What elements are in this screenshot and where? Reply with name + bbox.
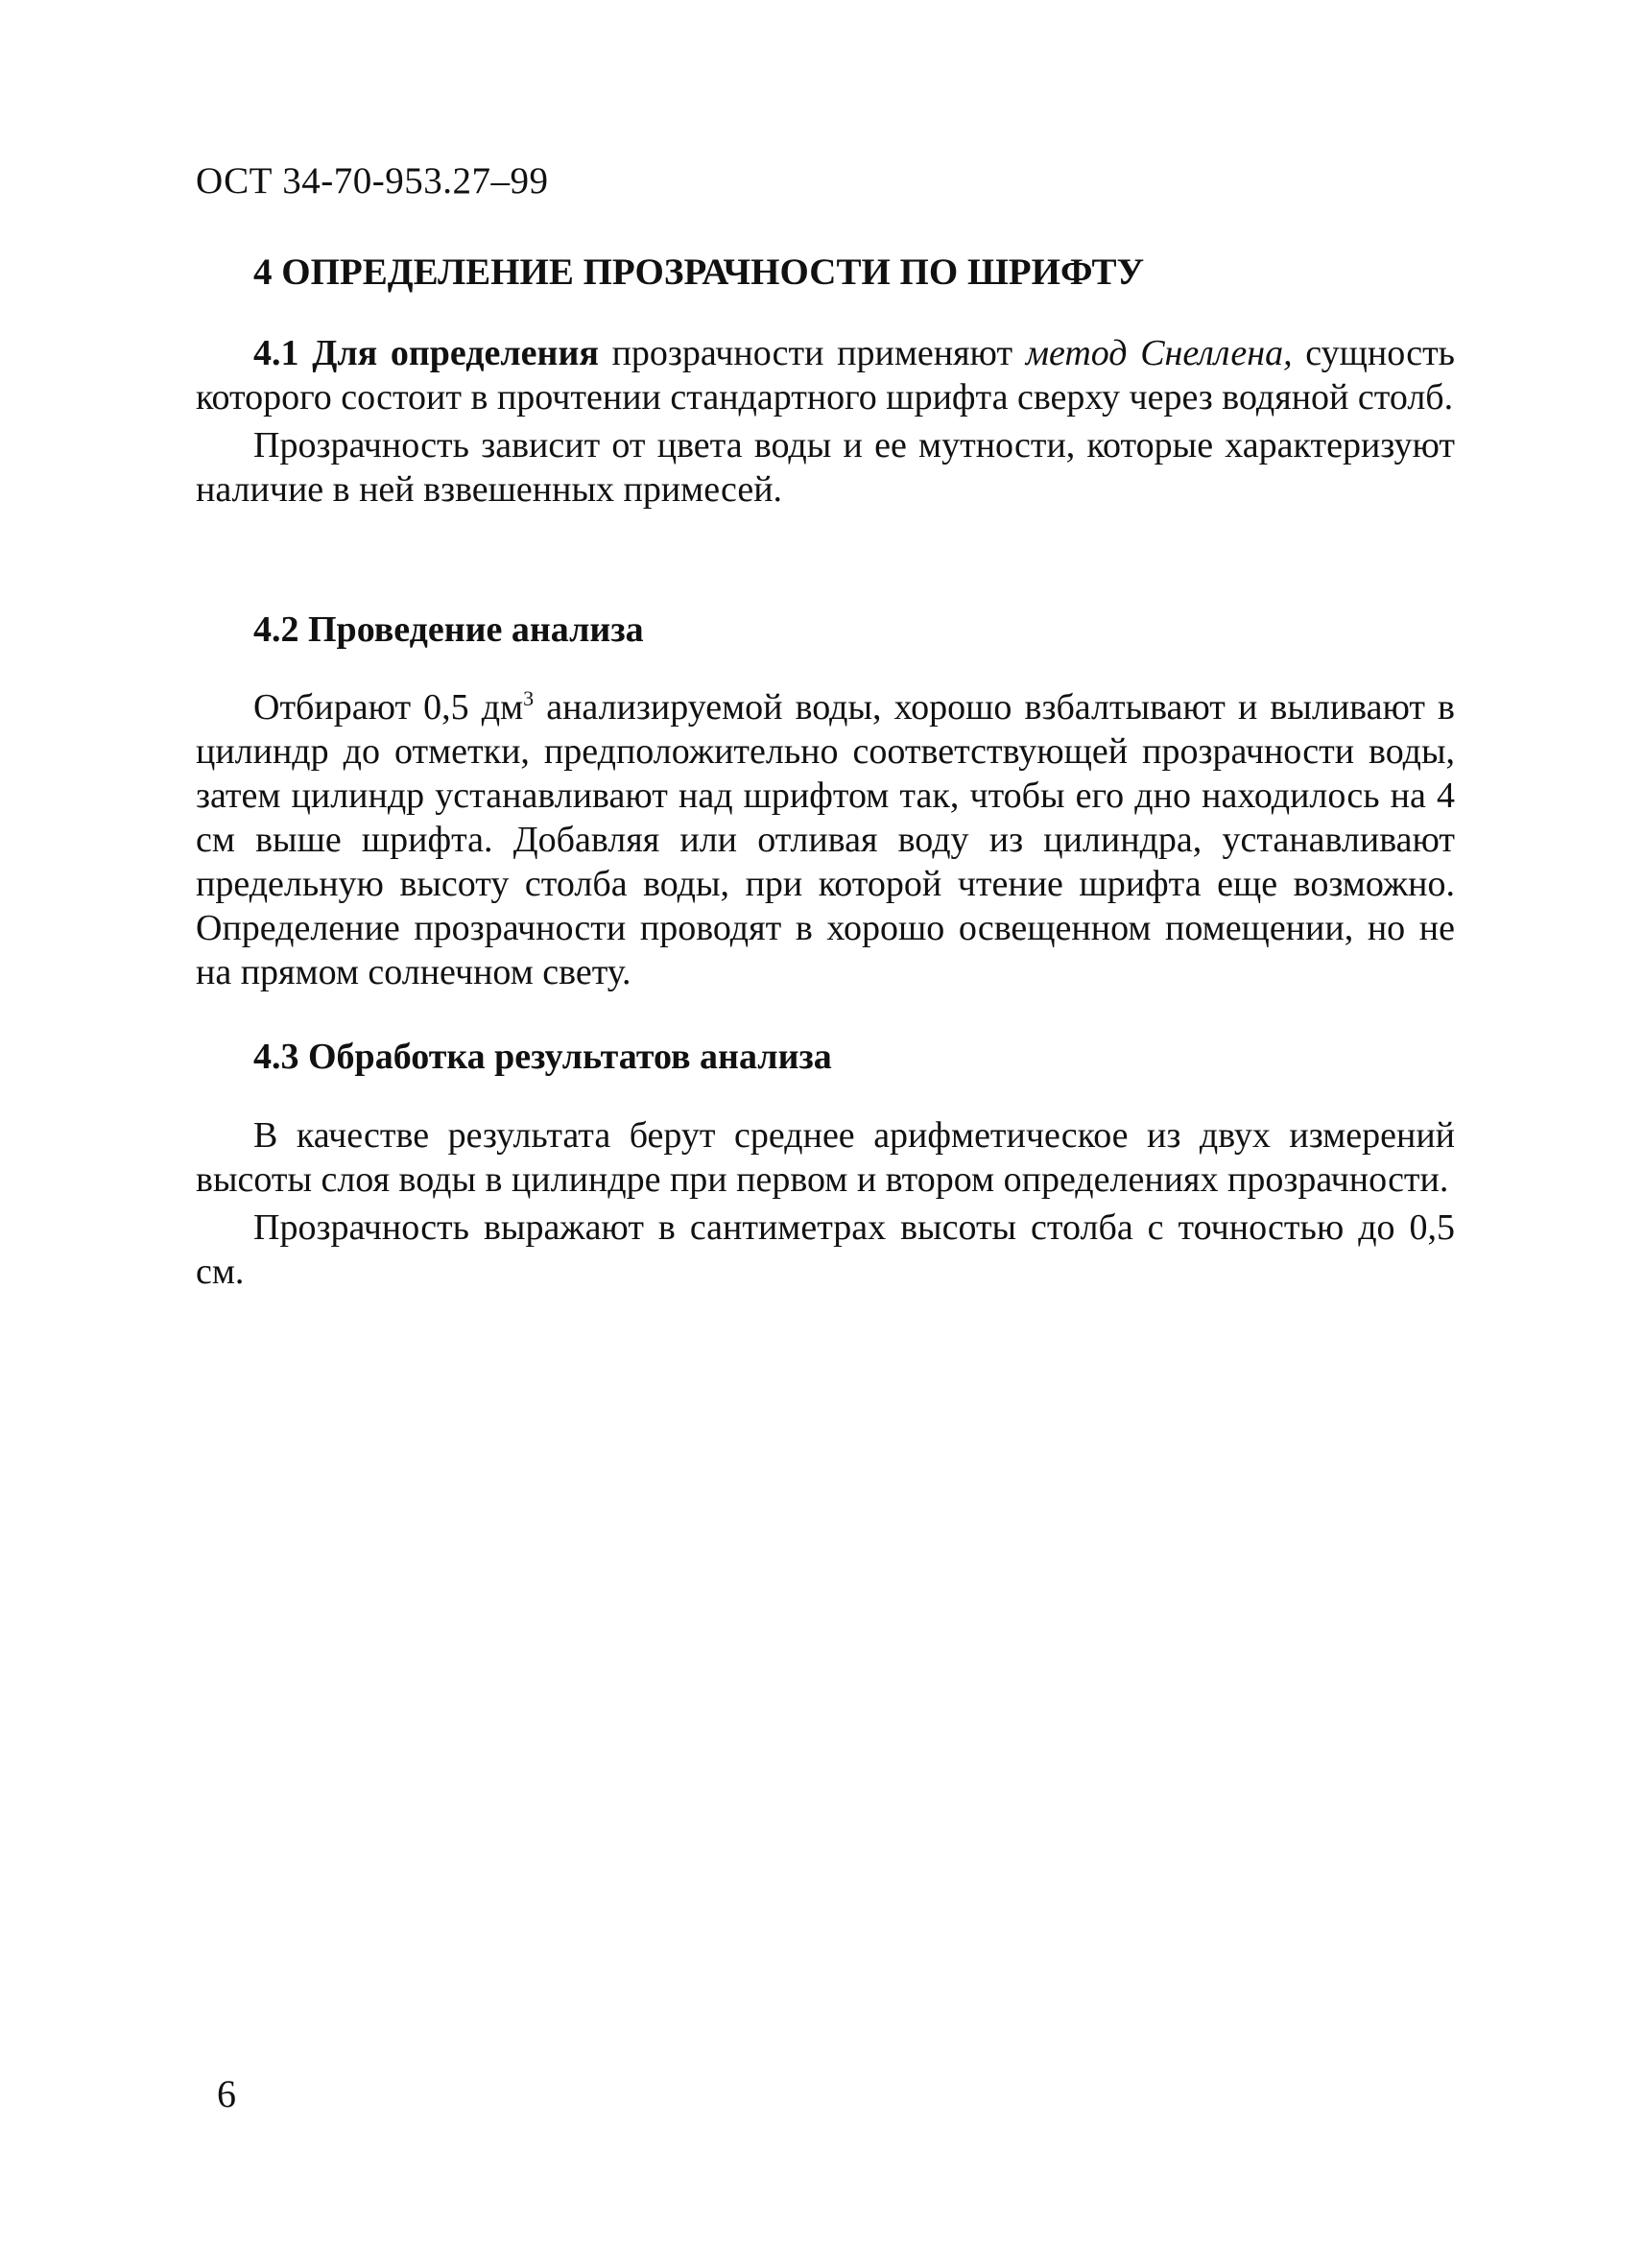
clause-number: 4.1 (253, 333, 299, 373)
text-after-italic: сущность которого состоит в прочтении стандартного шрифта сверху через водяной столб. (196, 333, 1456, 418)
text-before-unit: Отбирают 0,5 дм (253, 687, 524, 728)
paragraph-4-2 (196, 685, 1455, 994)
heading-4-2: 4.2 Проведение анализа (253, 609, 644, 650)
unit-superscript: 3 (523, 686, 535, 710)
method-name: метод Снеллена, (1025, 333, 1293, 373)
document-code: ОСТ 34-70-953.27–99 (196, 160, 549, 202)
section-4-1 (196, 331, 1455, 512)
text-before-italic: прозрачности применяют (598, 333, 1026, 373)
paragraph-4-1-second: Прозрачность зависит от цвета воды и ее мутности, которые характеризуют наличие в ней взвешенных примесей. (196, 425, 1455, 510)
text-after-unit: анализируемой воды, хорошо взбалтывают и выливают в цилиндр до отметки, предположительно соответствующей прозрачности воды, затем цилиндр устанавливают над шрифтом так, чтобы его дно находилось на 4 см выше шрифта. Добавляя или отливая воду из цилиндра, устанавливают предельную высоту столба воды, при которой чтение шрифта еще возможно. Определение прозрачности проводят в хорошо освещенном помещении, но не на прямом солнечном свету. (196, 687, 1455, 992)
section-title: 4 ОПРЕДЕЛЕНИЕ ПРОЗРАЧНОСТИ ПО ШРИФТУ (253, 251, 1145, 293)
heading-4-3: 4.3 Обработка результатов анализа (253, 1037, 832, 1077)
paragraph-4-3-second: Прозрачность выражают в сантиметрах высоты столба с точностью до 0,5 см. (196, 1207, 1455, 1292)
bold-lead: Для определения (312, 333, 599, 373)
page-number: 6 (217, 2072, 236, 2115)
paragraph-4-1 (196, 331, 1455, 419)
section-4-2 (196, 685, 1455, 994)
section-4-3 (196, 1113, 1455, 1294)
paragraph-4-3-first: В качестве результата берут среднее арифметическое из двух измерений высоты слоя воды в цилиндре при первом и втором определениях прозрачности. (196, 1115, 1455, 1200)
